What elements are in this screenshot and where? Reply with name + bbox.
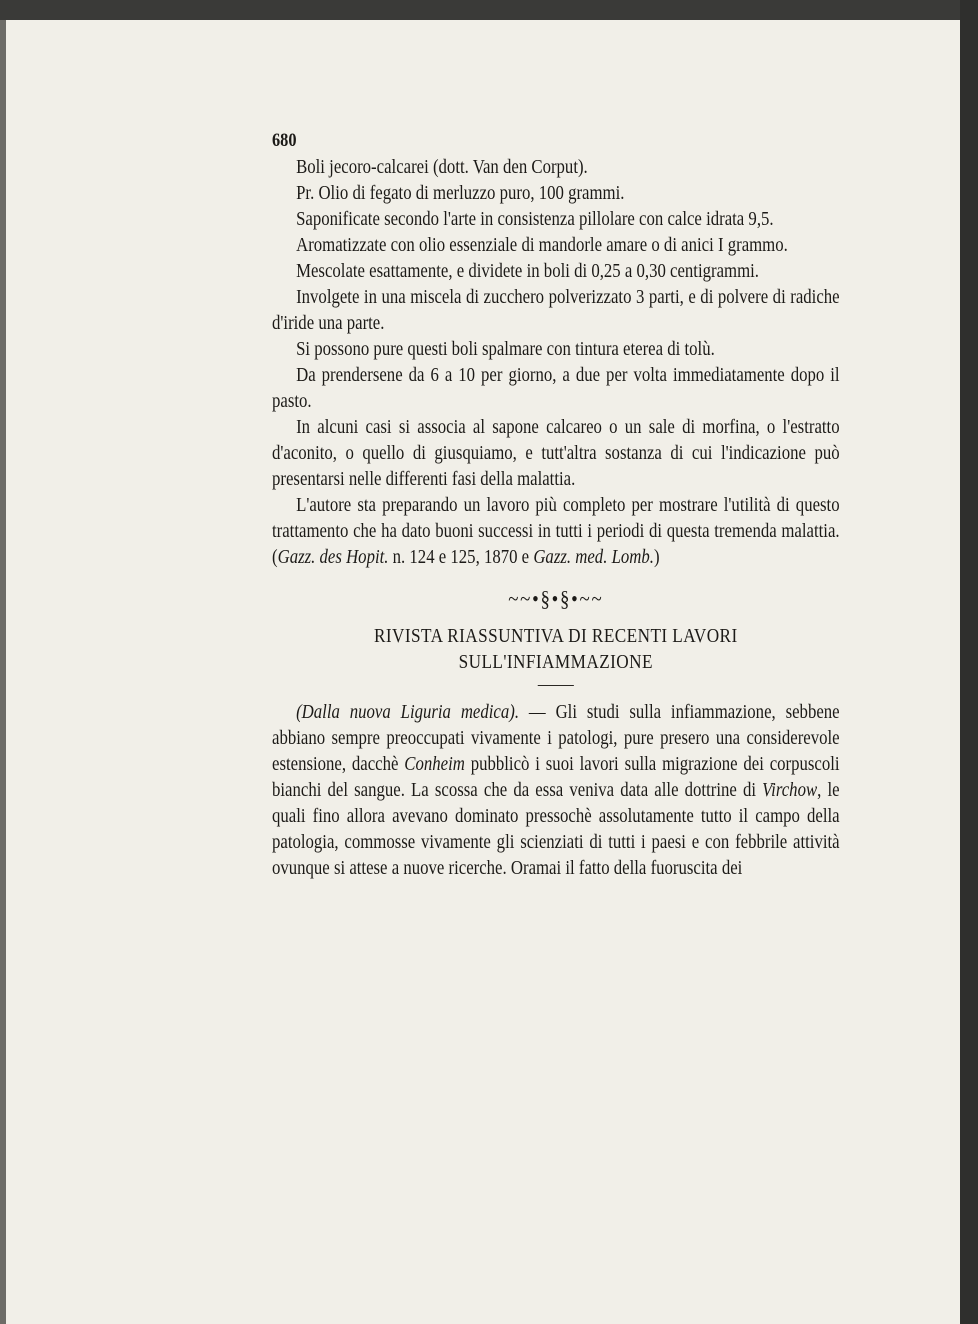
body-text: , le quali fino allora avevano dominato pressochè assolutamente tutto il campo della patologia, commosse vivamente gli scienziati di tutti i paesi e con febbrile attività ovunque si attese a nuove ricerche. Oramai il fatto della fuoruscita dei — [272, 780, 840, 879]
heading-line: RIVISTA RIASSUNTIVA DI RECENTI LAVORI — [373, 625, 738, 647]
recipe-line: Si possono pure questi boli spalmare con tintura eterea di tolù. — [296, 339, 715, 360]
citation-mid: n. 124 e 125, 1870 e — [388, 547, 534, 568]
scan-edge-right — [960, 0, 978, 1324]
text-column — [272, 128, 840, 882]
author-name: Virchow — [762, 780, 818, 801]
recipe-line: In alcuni casi si associa al sapone calcareo o un sale di morfina, o l'estratto d'aconito, o quello di giusquiamo, e tutt'altra sostanza di cui l'indicazione può presentarsi nelle differenti fasi della malattia. — [272, 417, 840, 490]
author-name: Conheim — [404, 754, 465, 775]
source-note: (Dalla nuova Liguria medica). — [296, 702, 520, 723]
scan-edge-left — [0, 20, 6, 1324]
heading-rule — [538, 685, 574, 686]
section-heading — [272, 623, 840, 675]
body-text: — Gli studi sulla infiammazione, sebbene abbiano sempre preoccupati vivamente i patologi, pure presero una considerevole estensione, dacchè — [272, 702, 840, 775]
recipe-line: Involgete in una miscela di zucchero polverizzato 3 parti, e di polvere di radiche d'iride una parte. — [272, 287, 840, 334]
heading-line: SULL'INFIAMMAZIONE — [458, 651, 653, 673]
recipe-line: Pr. Olio di fegato di merluzzo puro, 100 grammi. — [296, 183, 625, 204]
body-text: pubblicò i suoi lavori sulla migrazione dei corpuscoli bianchi del sangue. La scossa che da essa veniva data alle dottrine di — [272, 754, 840, 801]
recipe-line: Da prendersene da 6 a 10 per giorno, a due per volta immediatamente dopo il pasto. — [272, 365, 840, 412]
recipe-line: Aromatizzate con olio essenziale di mandorle amare o di anici I grammo. — [296, 235, 788, 256]
citation-source: Gazz. med. Lomb. — [533, 547, 654, 568]
closing-paragraph — [272, 493, 840, 571]
citation-close: ) — [653, 547, 660, 568]
citation-open: ( — [272, 547, 278, 568]
scan-edge-top — [0, 0, 978, 20]
section-ornament: ~~•§•§•~~ — [508, 586, 604, 611]
body-paragraph — [272, 700, 840, 882]
closing-text: L'autore sta preparando un lavoro più completo per mostrare l'utilità di questo trattamento che ha dato buoni successi in tutti i periodi di questa tremenda malattia. — [272, 495, 840, 542]
recipe-line: Saponificate secondo l'arte in consistenza pillolare con calce idrata 9,5. — [296, 209, 774, 230]
page-number: 680 — [272, 130, 297, 151]
citation-source: Gazz. des Hopit. — [277, 547, 389, 568]
recipe-line: Mescolate esattamente, e dividete in boli di 0,25 a 0,30 centigrammi. — [296, 261, 759, 282]
recipe-title: Boli jecoro-calcarei (dott. Van den Corput). — [296, 157, 588, 178]
